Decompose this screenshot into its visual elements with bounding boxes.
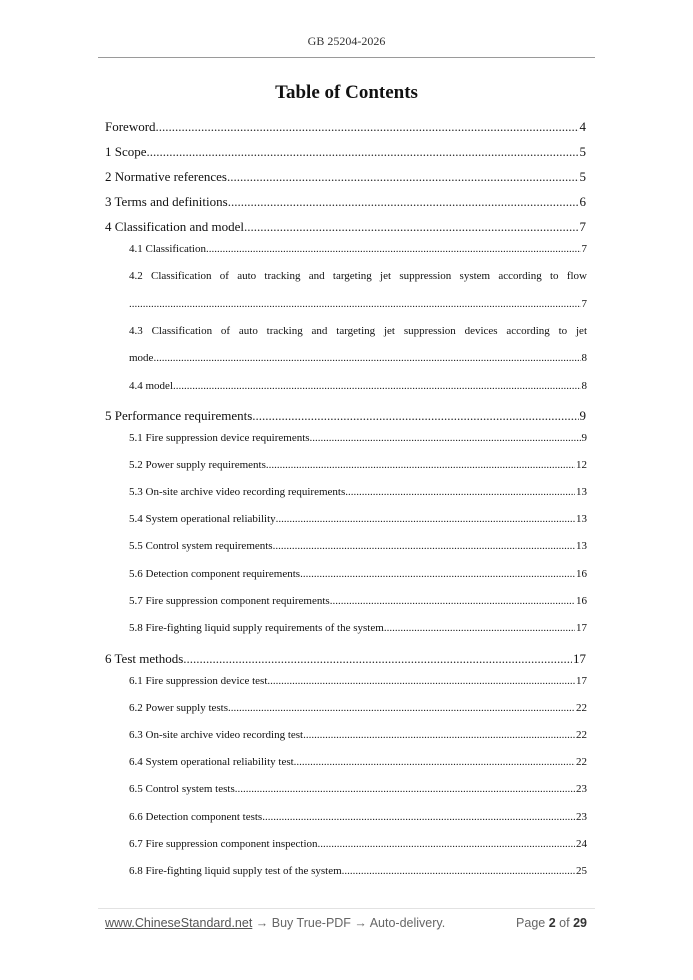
toc-entry-label: 5.1 Fire suppression device requirements	[129, 432, 310, 444]
toc-entry-label: 5.2 Power supply requirements	[129, 459, 266, 471]
dot-leader	[310, 432, 581, 444]
toc-entry-6-2[interactable]	[129, 702, 587, 714]
toc-entry-5-2[interactable]	[129, 459, 587, 471]
toc-entry-label: 4.1 Classification	[129, 243, 206, 255]
dot-leader	[228, 194, 579, 210]
toc-entry-6-1[interactable]	[129, 675, 587, 687]
toc-entry-5-8[interactable]	[129, 622, 587, 634]
dot-leader	[276, 513, 575, 525]
toc-page-number: 7	[581, 298, 587, 310]
current-page-number: 2	[548, 916, 556, 930]
dot-leader	[384, 622, 575, 634]
dot-leader	[345, 486, 575, 498]
page-indicator	[516, 916, 587, 930]
footer-promo	[105, 916, 445, 930]
dot-leader	[183, 651, 572, 667]
toc-entry-test-methods[interactable]	[105, 651, 586, 667]
toc-page-number: 22	[576, 729, 587, 741]
toc-entry-foreword[interactable]	[105, 119, 586, 135]
toc-entry-label: 6.7 Fire suppression component inspection	[129, 838, 318, 850]
toc-entry-label: 6.6 Detection component tests	[129, 811, 263, 823]
dot-leader	[266, 459, 575, 471]
toc-entry-5-4[interactable]	[129, 513, 587, 525]
page-word: Page	[516, 916, 546, 930]
toc-page-number: 17	[576, 675, 587, 687]
dot-leader	[147, 144, 579, 160]
toc-page-number: 8	[581, 352, 587, 364]
toc-page-number: 23	[576, 783, 587, 795]
toc-entry-classification[interactable]	[105, 219, 586, 235]
toc-entry-label: 6 Test methods	[105, 651, 184, 666]
toc-page-number: 7	[579, 219, 586, 234]
toc-page-number: 5	[579, 144, 586, 159]
toc-entry-4-4[interactable]	[129, 380, 587, 392]
toc-entry-label: 6.1 Fire suppression device test	[129, 675, 268, 687]
toc-entry-label: 4 Classification and model	[105, 219, 245, 234]
toc-entry-label: 4.4 model	[129, 380, 173, 392]
toc-page-number: 16	[576, 568, 587, 580]
toc-page-number: 8	[581, 380, 587, 392]
toc-entry-4-2-line2[interactable]	[129, 298, 587, 310]
dot-leader	[267, 675, 575, 687]
dot-leader	[300, 568, 575, 580]
dot-leader	[206, 243, 581, 255]
toc-entry-label: 6.8 Fire-fighting liquid supply test of the system	[129, 865, 342, 877]
page-footer	[105, 916, 587, 930]
toc-entry-scope[interactable]	[105, 144, 586, 160]
toc-entry-label: 1 Scope	[105, 144, 147, 159]
toc-entry-6-7[interactable]	[129, 838, 587, 850]
toc-entry-label: 5.8 Fire-fighting liquid supply requirements of the system	[129, 622, 384, 634]
dot-leader	[294, 756, 575, 768]
page-title: Table of Contents	[275, 82, 418, 103]
toc-entry-label: 5 Performance requirements	[105, 408, 253, 423]
toc-page-number: 7	[581, 243, 587, 255]
toc-page-number: 12	[576, 459, 587, 471]
toc-page-number: 13	[576, 513, 587, 525]
page-of-word: of	[559, 916, 570, 930]
total-page-count: 29	[573, 916, 587, 930]
toc-page-number: 17	[576, 622, 587, 634]
toc-entry-label: 5.4 System operational reliability	[129, 513, 276, 525]
toc-page-number: 13	[576, 486, 587, 498]
toc-page-number: 22	[576, 756, 587, 768]
dot-leader	[252, 408, 578, 424]
dot-leader	[330, 595, 575, 607]
toc-page-number: 4	[579, 119, 586, 134]
dot-leader	[318, 838, 575, 850]
dot-leader	[156, 119, 579, 135]
toc-entry-label: 6.5 Control system tests	[129, 783, 235, 795]
toc-entry-4-2-line1[interactable]: 4.2 Classification of auto tracking and targeting jet suppression system according to flow	[129, 270, 587, 282]
toc-page-number: 22	[576, 702, 587, 714]
toc-entry-label: 3 Terms and definitions	[105, 194, 228, 209]
toc-entry-label: 5.6 Detection component requirements	[129, 568, 301, 580]
toc-page-number: 9	[581, 432, 587, 444]
toc-entry-label: 5.5 Control system requirements	[129, 540, 273, 552]
dot-leader	[262, 811, 575, 823]
dot-leader	[273, 540, 575, 552]
toc-entry-performance[interactable]	[105, 408, 586, 424]
toc-page-number: 17	[573, 651, 586, 666]
toc-entry-5-7[interactable]	[129, 595, 587, 607]
toc-entry-normative-references[interactable]	[105, 169, 586, 185]
toc-page-number: 25	[576, 865, 587, 877]
footer-divider	[98, 908, 595, 909]
toc-page-number: 6	[579, 194, 586, 209]
toc-page-number: 24	[576, 838, 587, 850]
toc-entry-6-5[interactable]	[129, 783, 587, 795]
toc-page-number: 16	[576, 595, 587, 607]
toc-entry-6-8[interactable]	[129, 865, 587, 877]
dot-leader	[173, 380, 581, 392]
toc-entry-6-6[interactable]	[129, 811, 587, 823]
toc-entry-label: 5.3 On-site archive video recording requirements	[129, 486, 346, 498]
toc-entry-4-1[interactable]	[129, 243, 587, 255]
toc-page-number: 13	[576, 540, 587, 552]
toc-entry-label: 2 Normative references	[105, 169, 227, 184]
dot-leader	[235, 783, 575, 795]
dot-leader	[153, 352, 580, 364]
toc-entry-5-5[interactable]	[129, 540, 587, 552]
toc-entry-6-4[interactable]	[129, 756, 587, 768]
toc-entry-4-3-line2[interactable]	[129, 352, 587, 364]
dot-leader	[342, 865, 575, 877]
toc-entry-label: mode	[129, 352, 154, 364]
toc-page-number: 5	[579, 169, 586, 184]
dot-leader	[227, 169, 579, 185]
dot-leader	[303, 729, 575, 741]
toc-entry-label: 6.3 On-site archive video recording test	[129, 729, 304, 741]
toc-entry-5-1[interactable]	[129, 432, 587, 444]
footer-promo-text: → Buy True-PDF → Auto-delivery.	[252, 916, 446, 930]
toc-entry-6-3[interactable]	[129, 729, 587, 741]
toc-entry-5-6[interactable]	[129, 568, 587, 580]
document-id-header: GB 25204-2026	[307, 34, 386, 48]
toc-page-number: 9	[579, 408, 586, 423]
toc-entry-terms[interactable]	[105, 194, 586, 210]
dot-leader	[228, 702, 575, 714]
dot-leader	[129, 298, 581, 310]
dot-leader	[244, 219, 578, 235]
toc-entry-label: Foreword	[105, 119, 156, 134]
toc-entry-label: 6.2 Power supply tests	[129, 702, 228, 714]
site-link[interactable]: www.ChineseStandard.net	[105, 916, 253, 930]
toc-entry-4-3-line1[interactable]: 4.3 Classification of auto tracking and targeting jet suppression devices according to jet	[129, 325, 587, 337]
toc-entry-label: 6.4 System operational reliability test	[129, 756, 294, 768]
toc-page-number: 23	[576, 811, 587, 823]
toc-entry-5-3[interactable]	[129, 486, 587, 498]
toc-entry-label: 5.7 Fire suppression component requirements	[129, 595, 330, 607]
header-divider	[98, 57, 595, 58]
